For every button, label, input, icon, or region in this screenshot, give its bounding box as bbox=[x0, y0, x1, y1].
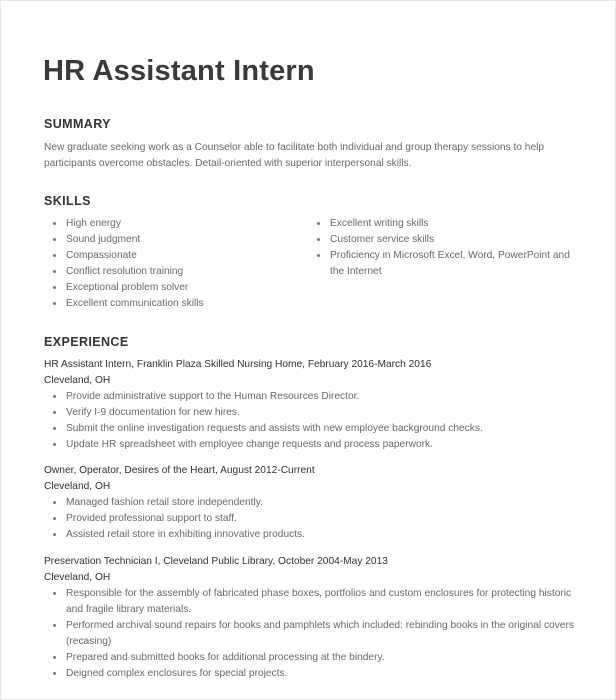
skill-item: High energy bbox=[53, 216, 283, 232]
experience-heading: EXPERIENCE bbox=[44, 335, 129, 349]
experience-entry bbox=[44, 463, 574, 543]
skill-item: Excellent writing skills bbox=[317, 216, 577, 232]
job-location: Cleveland, OH bbox=[44, 375, 111, 386]
job-bullet: Provided professional support to staff. bbox=[53, 511, 574, 527]
job-bullet: Performed archival sound repairs for books and pamphlets which included: rebinding books in the original covers (recasing) bbox=[53, 618, 574, 650]
job-bullet: Managed fashion retail store independently. bbox=[53, 495, 574, 511]
skill-item: Exceptional problem solver bbox=[53, 280, 283, 296]
skills-list-right bbox=[317, 216, 577, 280]
job-title: HR Assistant Intern, Franklin Plaza Skilled Nursing Home, February 2016-March 2016 bbox=[44, 359, 432, 370]
summary-text: New graduate seeking work as a Counselor able to facilitate both individual and group therapy sessions to help participants overcome obstacles. Detail-oriented with superior interpersonal skills. bbox=[44, 142, 545, 169]
skill-item: Proficiency in Microsoft Excel, Word, PowerPoint and the Internet bbox=[317, 248, 577, 280]
job-bullet: Verify I-9 documentation for new hires. bbox=[53, 405, 574, 421]
job-title: Owner, Operator, Desires of the Heart, August 2012-Current bbox=[44, 465, 315, 476]
job-bullets bbox=[44, 586, 574, 682]
job-bullet: Prepared and submitted books for additional processing at the bindery. bbox=[53, 650, 574, 666]
job-bullets bbox=[44, 389, 574, 453]
summary-heading: SUMMARY bbox=[44, 117, 111, 131]
skills-heading: SKILLS bbox=[44, 194, 91, 208]
skill-item: Customer service skills bbox=[317, 232, 577, 248]
skill-item: Compassionate bbox=[53, 248, 283, 264]
skill-item: Conflict resolution training bbox=[53, 264, 283, 280]
job-bullet: Responsible for the assembly of fabricated phase boxes, portfolios and custom enclosures for protecting historic and fragile library materials. bbox=[53, 586, 574, 618]
experience-entry bbox=[44, 357, 574, 453]
skill-item: Excellent communication skills bbox=[53, 296, 283, 312]
job-bullets bbox=[44, 495, 574, 543]
job-location: Cleveland, OH bbox=[44, 572, 111, 583]
skill-item: Sound judgment bbox=[53, 232, 283, 248]
skills-list-left bbox=[53, 216, 283, 312]
job-title: Preservation Technician I, Cleveland Public Library, October 2004-May 2013 bbox=[44, 556, 388, 567]
resume-title: HR Assistant Intern bbox=[43, 55, 315, 87]
job-bullet: Submit the online investigation requests and assists with new employee background checks. bbox=[53, 421, 574, 437]
job-bullet: Deigned complex enclosures for special projects. bbox=[53, 666, 574, 682]
job-bullet: Assisted retail store in exhibiting innovative products. bbox=[53, 527, 574, 543]
job-location: Cleveland, OH bbox=[44, 481, 111, 492]
experience-entry bbox=[44, 554, 574, 682]
job-bullet: Provide administrative support to the Human Resources Director. bbox=[53, 389, 574, 405]
job-bullet: Update HR spreadsheet with employee change requests and process paperwork. bbox=[53, 437, 574, 453]
